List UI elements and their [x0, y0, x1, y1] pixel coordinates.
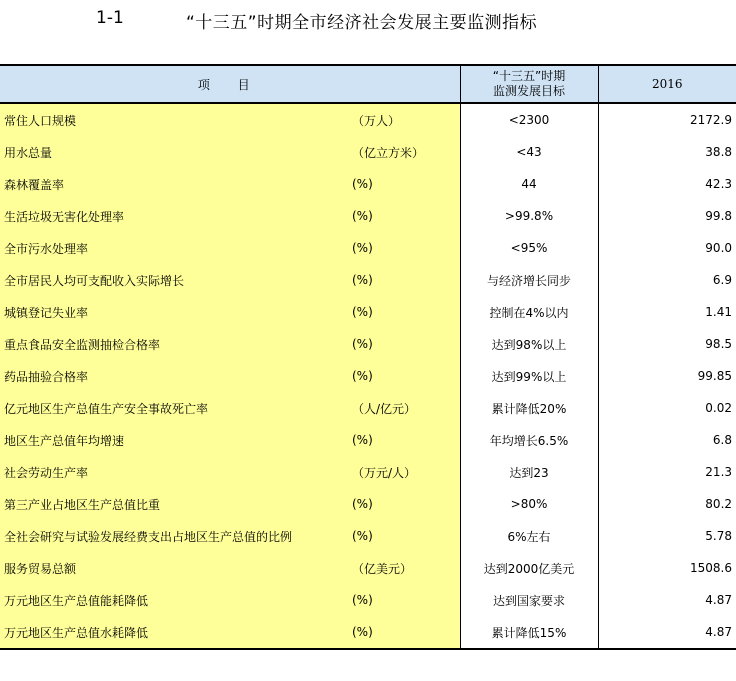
row-target: >80%: [460, 488, 598, 520]
row-target: >99.8%: [460, 200, 598, 232]
row-target: <95%: [460, 232, 598, 264]
row-name: 全市居民人均可支配收入实际增长: [0, 264, 352, 296]
table-row: [0, 584, 736, 616]
row-value: 99.85: [598, 360, 736, 392]
row-target: <43: [460, 136, 598, 168]
row-value: 0.02: [598, 392, 736, 424]
table-row: [0, 232, 736, 264]
row-unit: (%): [352, 616, 460, 649]
row-value: 4.87: [598, 584, 736, 616]
row-name: 万元地区生产总值水耗降低: [0, 616, 352, 649]
row-target: 6%左右: [460, 520, 598, 552]
row-unit: (%): [352, 168, 460, 200]
row-name: 万元地区生产总值能耗降低: [0, 584, 352, 616]
header-target-line1: “十三五”时期: [492, 69, 566, 83]
row-target: 达到国家要求: [460, 584, 598, 616]
row-name: 服务贸易总额: [0, 552, 352, 584]
row-value: 4.87: [598, 616, 736, 649]
row-value: 98.5: [598, 328, 736, 360]
row-name: 全市污水处理率: [0, 232, 352, 264]
row-value: 6.9: [598, 264, 736, 296]
table-row: [0, 328, 736, 360]
row-name: 用水总量: [0, 136, 352, 168]
table-row: [0, 552, 736, 584]
row-target: 44: [460, 168, 598, 200]
header-item: 项 目: [0, 65, 460, 103]
table-row: [0, 296, 736, 328]
row-name: 城镇登记失业率: [0, 296, 352, 328]
table-row: [0, 168, 736, 200]
row-unit: (%): [352, 584, 460, 616]
row-target: 与经济增长同步: [460, 264, 598, 296]
row-name: 生活垃圾无害化处理率: [0, 200, 352, 232]
table-row: [0, 200, 736, 232]
table-row: [0, 456, 736, 488]
row-value: 80.2: [598, 488, 736, 520]
row-unit: （人/亿元）: [352, 392, 460, 424]
row-name: 重点食品安全监测抽检合格率: [0, 328, 352, 360]
row-unit: (%): [352, 200, 460, 232]
row-unit: (%): [352, 232, 460, 264]
table-row: [0, 136, 736, 168]
row-name: 亿元地区生产总值生产安全事故死亡率: [0, 392, 352, 424]
header-target: [460, 65, 598, 103]
page-title: [0, 6, 736, 36]
row-value: 5.78: [598, 520, 736, 552]
row-unit: （万人）: [352, 103, 460, 136]
row-name: 常住人口规模: [0, 103, 352, 136]
row-name: 药品抽验合格率: [0, 360, 352, 392]
row-unit: (%): [352, 424, 460, 456]
table-row: [0, 488, 736, 520]
row-target: 达到98%以上: [460, 328, 598, 360]
row-unit: （亿美元）: [352, 552, 460, 584]
table-row: [0, 360, 736, 392]
row-target: 年均增长6.5%: [460, 424, 598, 456]
table-row: [0, 424, 736, 456]
row-unit: (%): [352, 296, 460, 328]
row-name: 全社会研究与试验发展经费支出占地区生产总值的比例: [0, 520, 352, 552]
row-name: 地区生产总值年均增速: [0, 424, 352, 456]
row-name: 森林覆盖率: [0, 168, 352, 200]
row-target: 达到2000亿美元: [460, 552, 598, 584]
row-target: <2300: [460, 103, 598, 136]
row-value: 1508.6: [598, 552, 736, 584]
row-unit: (%): [352, 328, 460, 360]
row-name: 第三产业占地区生产总值比重: [0, 488, 352, 520]
table-body: [0, 103, 736, 649]
row-target: 控制在4%以内: [460, 296, 598, 328]
row-target: 累计降低15%: [460, 616, 598, 649]
table-row: [0, 103, 736, 136]
row-value: 6.8: [598, 424, 736, 456]
table-row: [0, 616, 736, 649]
header-row: [0, 65, 736, 103]
row-value: 99.8: [598, 200, 736, 232]
indicator-table: [0, 64, 736, 650]
table-title: “十三五”时期全市经济社会发展主要监测指标: [186, 13, 538, 33]
table-row: [0, 520, 736, 552]
table-row: [0, 392, 736, 424]
row-value: 1.41: [598, 296, 736, 328]
row-unit: (%): [352, 360, 460, 392]
row-value: 21.3: [598, 456, 736, 488]
row-value: 38.8: [598, 136, 736, 168]
row-unit: （万元/人）: [352, 456, 460, 488]
row-value: 42.3: [598, 168, 736, 200]
row-name: 社会劳动生产率: [0, 456, 352, 488]
row-unit: (%): [352, 264, 460, 296]
row-unit: (%): [352, 520, 460, 552]
table-row: [0, 264, 736, 296]
row-value: 90.0: [598, 232, 736, 264]
header-year: 2016: [598, 65, 736, 103]
row-value: 2172.9: [598, 103, 736, 136]
row-unit: （亿立方米）: [352, 136, 460, 168]
row-target: 达到23: [460, 456, 598, 488]
row-target: 达到99%以上: [460, 360, 598, 392]
row-target: 累计降低20%: [460, 392, 598, 424]
row-unit: (%): [352, 488, 460, 520]
table-number: 1-1: [96, 8, 124, 28]
header-target-line2: 监测发展目标: [493, 84, 566, 98]
